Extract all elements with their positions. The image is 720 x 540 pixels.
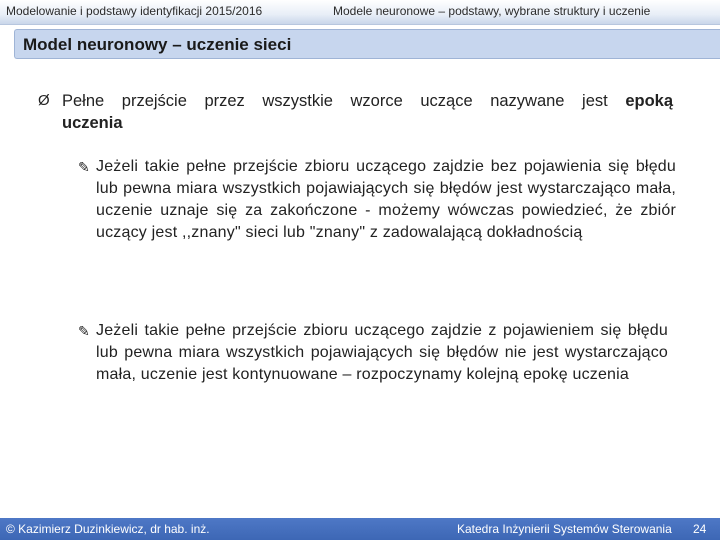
pencil-bullet-icon: ✎: [78, 323, 90, 339]
footer-department: Katedra Inżynierii Systemów Sterowania: [457, 522, 672, 536]
lecture-title: Modele neuronowe – podstawy, wybrane struktury i uczenie: [333, 4, 651, 18]
slide-title: Model neuronowy – uczenie sieci: [23, 35, 292, 54]
bullet-text: [40, 90, 673, 134]
bullet-text-plain: Pełne przejście przez wszystkie wzorce uczące nazywane jest: [62, 92, 626, 110]
header-bar: [0, 0, 720, 25]
pencil-bullet-icon: ✎: [78, 159, 90, 175]
sub-bullet-learning-continues: [80, 320, 668, 386]
sub-bullet-learning-complete: [80, 156, 676, 244]
footer-bar: [0, 518, 720, 540]
bullet-epoch-definition: [40, 90, 673, 134]
bullet-text-bold: epoką uczenia: [62, 92, 673, 132]
sub-bullet-text: Jeżeli takie pełne przejście zbioru uczącego zajdzie z pojawieniem się błędu lub pewna miara wszystkich pojawiających się błędów nie jest wystarczająco mała, uczenie jest kontynuowane – rozpoczynamy kolejną epokę uczenia: [96, 322, 668, 383]
sub-bullet-text: Jeżeli takie pełne przejście zbioru uczącego zajdzie bez pojawienia się błędu lub pewna miara wszystkich pojawiających się błędów jest wystarczająco mała, uczenie uznaje się za zakończone - możemy wówczas powiedzieć, że zbiór uczący jest ,,znany" sieci lub "znany" z zadowalającą dokładnością: [96, 158, 676, 241]
arrow-bullet-icon: Ø: [38, 92, 50, 109]
footer-author: © Kazimierz Duzinkiewicz, dr hab. inż.: [6, 522, 210, 536]
course-title: Modelowanie i podstawy identyfikacji 2015/2016: [6, 4, 263, 18]
page-number: 24: [693, 522, 707, 536]
slide-title-box: [14, 29, 720, 59]
